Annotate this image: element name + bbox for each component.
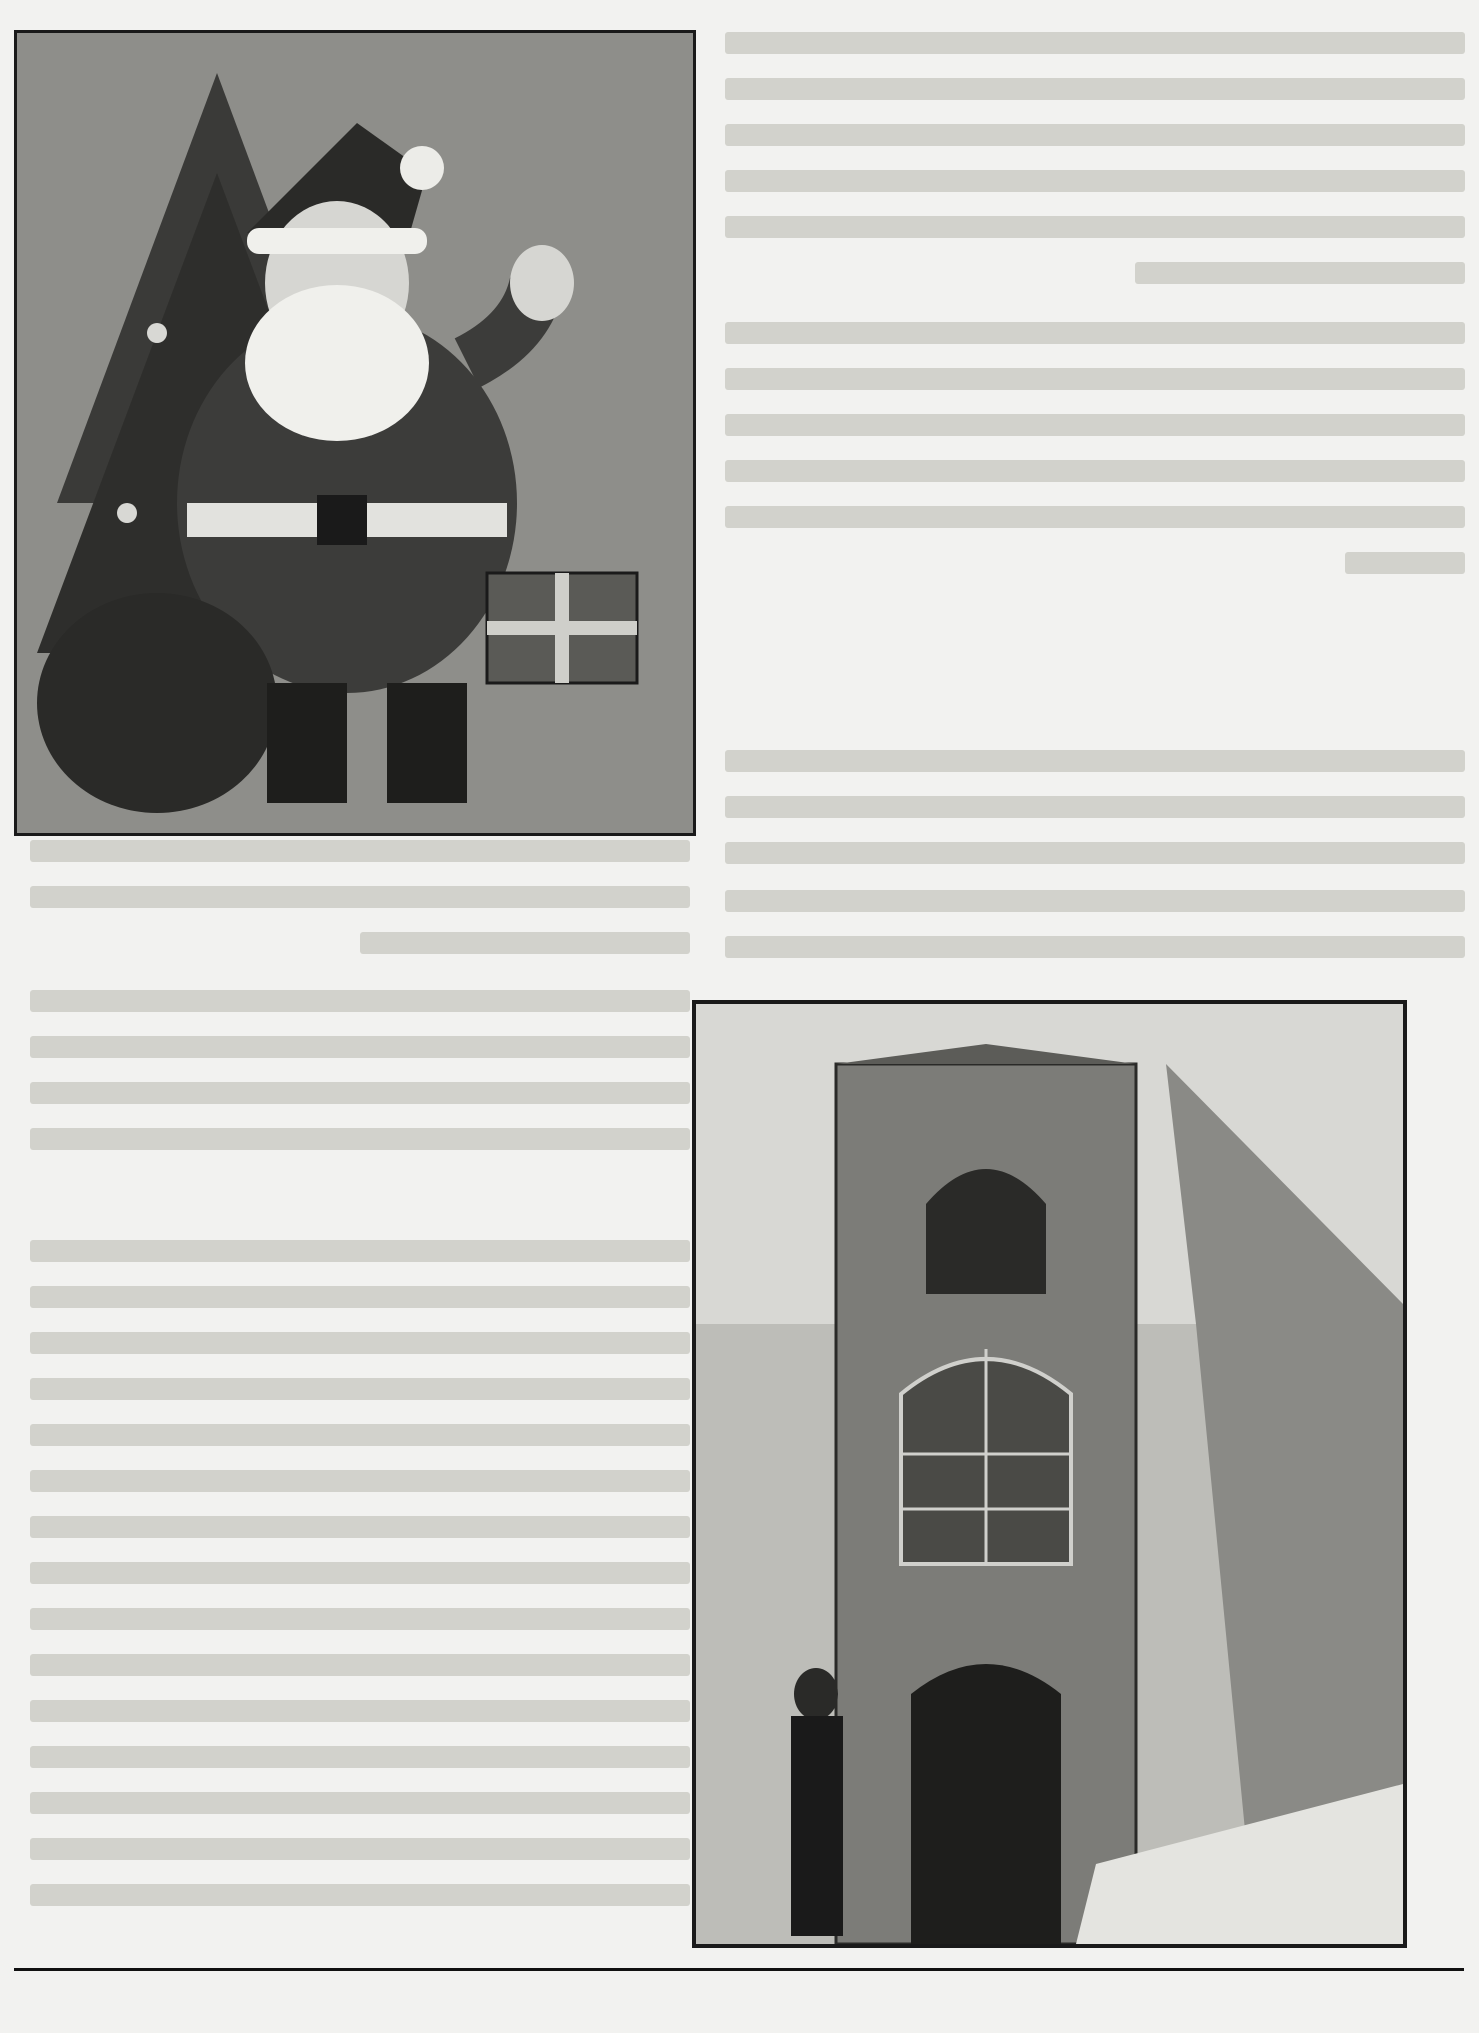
footer-rule [14, 1968, 1464, 1971]
article-column-middle-right [705, 740, 1465, 990]
santa-claus-illustration [17, 33, 693, 833]
santa-claus-photo [14, 30, 696, 836]
church-tower-illustration [696, 1004, 1403, 1944]
article-headline [700, 620, 1400, 720]
church-tower-photo [692, 1000, 1407, 1948]
footer-publication-line [380, 1980, 1000, 2016]
article-column-top-right [705, 22, 1465, 582]
article-byline [40, 760, 300, 800]
page-number [1423, 1940, 1463, 1970]
article-column-left [14, 830, 690, 1930]
article-subheading [24, 1165, 684, 1211]
